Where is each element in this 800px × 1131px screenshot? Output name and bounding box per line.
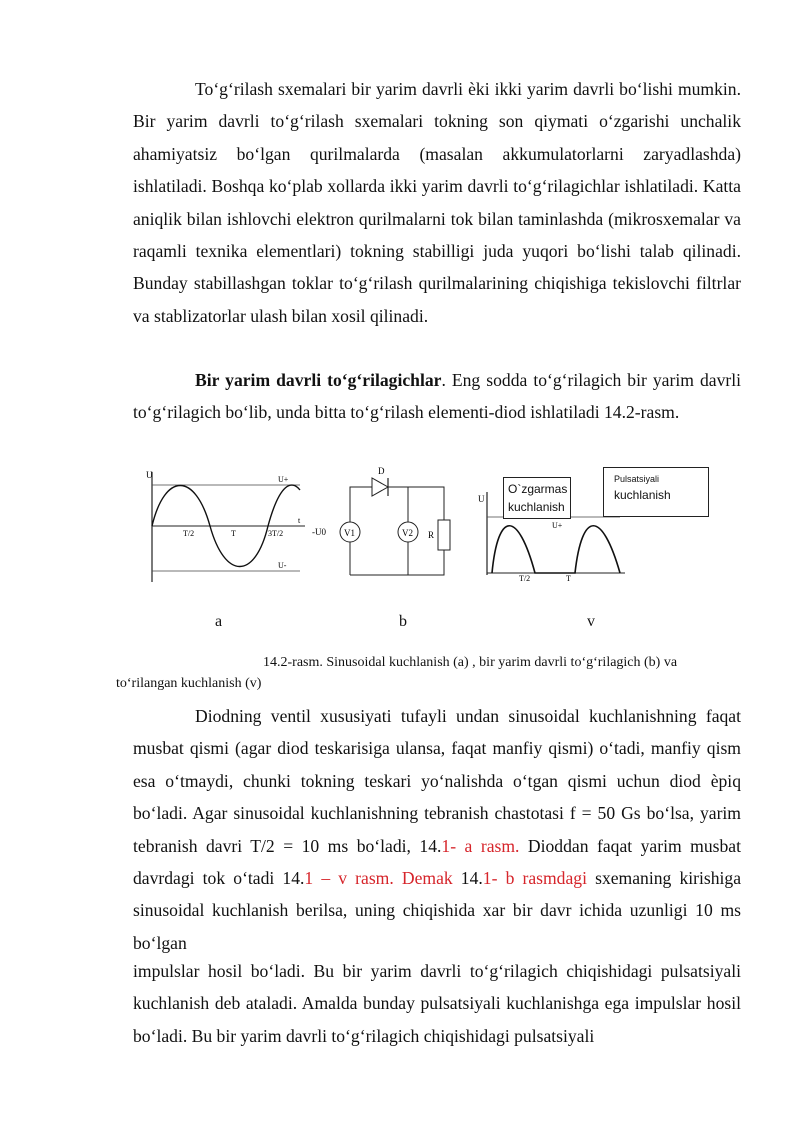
svg-text:T: T	[566, 574, 571, 583]
figure-reference-a: 1- a rasm.	[441, 835, 520, 856]
figure-reference-v: 1 – v rasm. Demak	[304, 868, 453, 889]
svg-text:V2: V2	[402, 528, 413, 538]
paragraph-4	[133, 955, 741, 1052]
svg-text:U: U	[478, 494, 485, 504]
callout-constant-voltage: O`zgarmas kuchlanish	[503, 477, 571, 519]
figure-reference-b: 1- b rasmdagi	[482, 868, 587, 889]
svg-text:t: t	[298, 516, 301, 525]
svg-text:U: U	[146, 470, 153, 480]
paragraph-1-text: To‘g‘rilash sxemalari bir yarim davrli èki ikki yarim davrli bo‘lishi mumkin. Bir yarim davrli to‘g‘rilash sxemalari tokning son qiymati o‘zgarishi unchalik ahamiyatsiz bo‘lgan qurilmalarda (masalan akkumulatorlarni zaryadlashda) ishlatiladi. Boshqa ko‘plab xollarda ikki yarim davrli to‘g‘rilagichlar ishlatiladi. Katta aniqlik bilan ishlovchi elektron qurilmalarni tok bilan taminlashda (mikrosxemalar va raqamli texnika elementlari) tokning stabilligi juda yuqori bo‘lishi talab qilinadi. Bunday stabillashgan toklar to‘g‘rilash qurilmalarining chiqishiga tekislovchi filtrlar va stablizatorlar ulash bilan xosil qilinadi.	[133, 79, 741, 326]
svg-text:U-: U-	[278, 561, 287, 570]
figure-label-b: b	[399, 613, 407, 630]
figure-caption-line-2: to‘rilangan kuchlanish (v)	[116, 676, 262, 691]
paragraph-2	[133, 364, 741, 429]
figure-14-2	[0, 430, 800, 700]
svg-text:U+: U+	[278, 475, 289, 484]
svg-text:T/2: T/2	[183, 529, 195, 538]
callout-pulsating-voltage: Pulsatsiyali kuchlanish	[603, 467, 709, 517]
svg-text:U+: U+	[552, 521, 563, 530]
paragraph-3: Diodning ventil xususiyati tufayli undan sinusoidal kuchlanishning faqat musbat qismi (agar diod teskarisiga ulansa, faqat manfiy qismi) o‘tadi, manfiy qism esa o‘tmaydi, chunki tokning teskari yo‘nalishda o‘tgan qismi uchun diod èpiq bo‘ladi. Agar sinusoidal kuchlanishning tebranish chastotasi f = 50 Gs bo‘lsa, yarim tebranish davri T/2 = 10 ms bo‘ladi, 14.1- a rasm. Dioddan faqat yarim musbat davrdagi tok o‘tadi 14.1 – v rasm. Demak 14.1- b rasmdagi sxemaning kirishiga sinusoidal kuchlanish berilsa, uning chiqishida xar bir davr ichida uzunligi 10 ms bo‘lgan	[133, 706, 742, 953]
paragraph-1	[133, 73, 741, 332]
figure-label-a: a	[215, 613, 223, 630]
section-heading: Bir yarim davrli to‘g‘rilagichlar	[195, 370, 442, 390]
circuit-b	[312, 466, 450, 575]
graph-a-sinusoid	[146, 470, 305, 582]
figure-label-v: v	[587, 613, 595, 630]
svg-text:T/2: T/2	[519, 574, 531, 583]
figure-diagrams	[0, 430, 800, 610]
svg-text:D: D	[378, 466, 385, 476]
paragraph-2-text: . Eng sodda to‘g‘rilagich bir yarim davrli to‘g‘rilagich bo‘lib, unda bitta to‘g‘rilash elementi-diod ishlatiladi 14.2-rasm.	[133, 370, 741, 423]
svg-text:-U0: -U0	[312, 527, 326, 537]
svg-text:3T/2: 3T/2	[268, 529, 284, 538]
svg-text:V1: V1	[344, 528, 355, 538]
figure-caption-line-1: 14.2-rasm. Sinusoidal kuchlanish (a) , bir yarim davrli to‘g‘rilagich (b) va	[263, 655, 678, 670]
svg-text:R: R	[428, 530, 435, 540]
paragraph-4-text: impulslar hosil bo‘ladi. Bu bir yarim davrli to‘g‘rilagich chiqishidagi pulsatsiyali kuchlanish deb ataladi. Amalda bunday pulsatsiyali kuchlanishga ega impulslar hosil bo‘ladi. Bu bir yarim davrli to‘g‘rilagich chiqishidagi pulsatsiyali	[133, 961, 741, 1046]
svg-text:T: T	[231, 529, 236, 538]
